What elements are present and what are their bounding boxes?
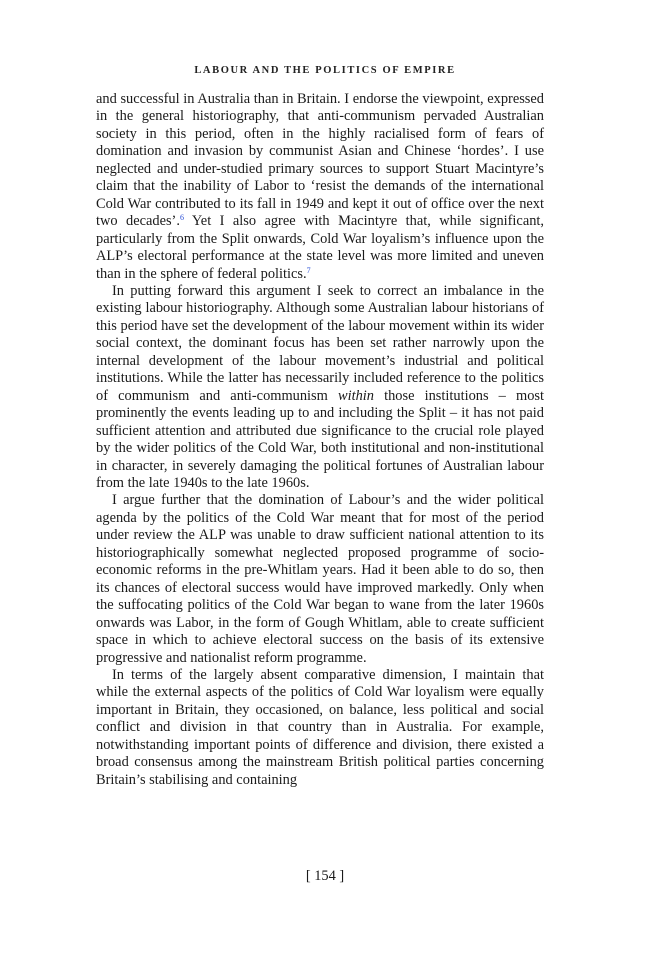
- paragraph-4: In terms of the largely absent comparative dimension, I maintain that while the external aspects of the politics of Cold War loyalism were equally important in Britain, they occasioned, on balance, less political and social conflict and division in that country than in Australia. For example, notwithstanding important points of difference and division, there existed a broad consensus among the mainstream British political parties concerning Britain’s stabilising and containing: [96, 666, 544, 788]
- page-number: [ 154 ]: [305, 868, 345, 884]
- footnote-ref-7[interactable]: 7: [306, 265, 311, 275]
- emphasis-within: within: [337, 387, 374, 404]
- running-head: LABOUR AND THE POLITICS OF EMPIRE: [194, 65, 456, 76]
- body-text: [96, 91, 544, 789]
- paragraph-3: I argue further that the domination of Labour’s and the wider political agenda by the politics of the Cold War meant that for most of the period under review the ALP was unable to draw sufficient national attention to its historiographically somewhat neglected proposed programme of socio-economic reforms in the pre-Whitlam years. Had it been able to do so, then its chances of electoral success would have improved markedly. Only when the suffocating politics of the Cold War began to wane from the later 1960s onwards was Labor, in the form of Gough Whitlam, able to create sufficient space in which to achieve electoral success on the basis of its extensive progressive and nationalist reform programme.: [96, 492, 544, 666]
- paragraph-2: In putting forward this argument I seek to correct an imbalance in the existing labour historiography. Although some Australian labour historians of this period have set the development of the labour movement within its wider social context, the dominant focus has been set rather narrowly upon the internal development of the labour movement’s industrial and political institutions. While the latter has necessarily included reference to the politics of communism and anti-communism within those institutions – most prominently the events leading up to and including the Split – it has not paid sufficient attention and attributed due significance to the crucial role played by the wider politics of the Cold War, both institutional and non-institutional in character, in severely damaging the political fortunes of Australian labour from the late 1940s to the late 1960s.: [96, 282, 544, 491]
- paragraph-1: and successful in Australia than in Britain. I endorse the viewpoint, expressed in the general historiography, that anti-communism pervaded Australian society in this period, often in the highly racialised form of fears of domination and invasion by communist Asian and Chinese ‘hordes’. I use neglected and under-studied primary sources to support Stuart Macintyre’s claim that the inability of Labor to ‘resist the demands of the international Cold War contributed to its fall in 1949 and kept it out of office over the next two decades’.$^6$ Yet I also agree with Macintyre that, while significant, particularly from the Split onwards, Cold War loyalism’s influence upon the ALP’s electoral performance at the state level was more limited and uneven than in the sphere of federal politics.$^7$: [96, 91, 544, 282]
- footnote-ref-6[interactable]: 6: [179, 213, 184, 223]
